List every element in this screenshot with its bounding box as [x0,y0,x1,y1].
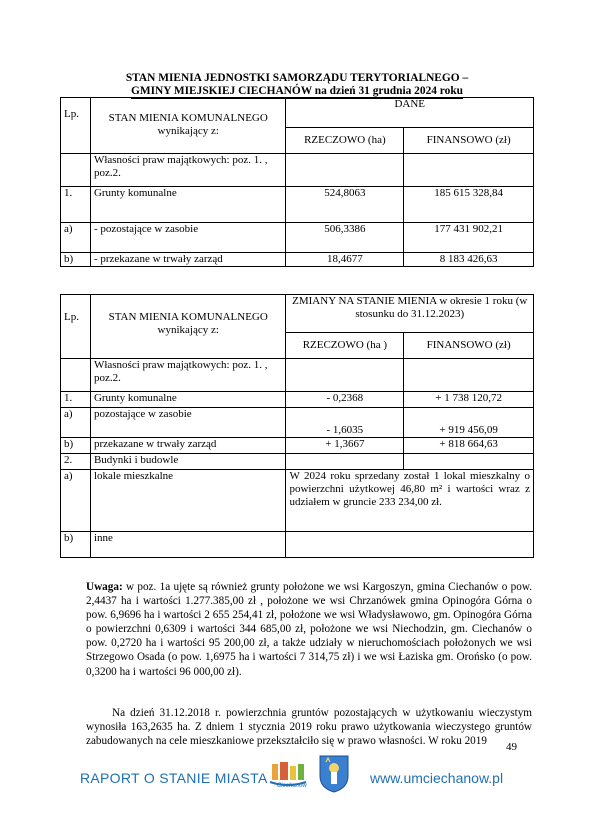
row-label: przekazane w trwały zarząd [90,438,286,454]
table-row [61,154,534,187]
row-lp: a) [61,223,91,253]
row-label: - przekazane w trwały zarząd [90,253,286,267]
row-finansowo [404,359,534,392]
row-finansowo: + 1 738 120,72 [404,392,534,408]
body-text: Na dzień 31.12.2018 r. powierzchnia gruntów pozostających w użytkowaniu wieczystym wynosiła 163,2635 ha. Z dniem 1 stycznia 2019 roku prawo użytkowania wieczystego gruntów zabudowanych na cele mieszkaniowe przekształciło się w prawo własności. W roku 2019 [86,707,532,748]
footer-website: www.umciechanow.pl [370,770,504,786]
row-finansowo [404,454,534,470]
row-lp [61,154,91,187]
row-finansowo [404,154,534,187]
row-finansowo: 185 615 328,84 [404,187,534,223]
row-lp: 2. [61,454,91,470]
row-label: pozostające w zasobie [90,408,286,438]
table-row [61,223,534,253]
table-row [61,392,534,408]
header-rzeczowo: RZECZOWO (ha) [286,128,404,154]
note-text: w poz. 1a ujęte są również grunty położone we wsi Kargoszyn, gmina Ciechanów o pow. 2,4437 ha i wartości 1.277.385,00 zł , położone we wsi Chrzanówek gmina Opinogóra Górna o pow. 6,9696 ha i wartości 2 655 254,41 zł, położone we wsi Władysławowo, gm. Opinogóra Górna o powierzchni 0,6309 i wartości 344 685,00 zł, położone we wsi Niechodzin, gm. Ciechanów o pow. 0,2720 ha i wartości 95 200,00 zł, a także udziały w nieruchomościach położonych we wsi Strzegowo Osada (o pow. 1,6975 ha i wartości 7 314,75 zł) i we wsi Łaziska gm. Orońsko (o pow. 0,3200 ha i wartości 96 000,00 zł). [86,581,532,678]
row-lp [61,359,91,392]
row-label: Własności praw majątkowych: poz. 1. , poz.2. [90,359,286,392]
row-label: Grunty komunalne [90,392,286,408]
row-rzeczowo: + 1,3667 [286,438,404,454]
body-paragraph [86,706,532,748]
row-rzeczowo: 506,3386 [286,223,404,253]
row-rzeczowo [286,154,404,187]
table-row [61,532,534,558]
row-lp: b) [61,438,91,454]
row-label: - pozostające w zasobie [90,223,286,253]
table-row [61,438,534,454]
table-row [61,454,534,470]
header-rzeczowo: RZECZOWO (ha ) [286,333,404,359]
title-line-1: STAN MIENIA JEDNOSTKI SAMORZĄDU TERYTORIALNEGO – [125,72,469,84]
row-label: Własności praw majątkowych: poz. 1. , poz.2. [90,154,286,187]
row-finansowo: 177 431 902,21 [404,223,534,253]
logo-text: Ciechanów [277,783,307,789]
row-rzeczowo: 524,8063 [286,187,404,223]
row-rzeczowo: 18,4677 [286,253,404,267]
title-line-2: GMINY MIEJSKIEJ CIECHANÓW na dzień 31 grudnia 2024 roku [130,85,464,97]
row-finansowo: + 818 664,63 [404,438,534,454]
header-finansowo: FINANSOWO (zł) [404,128,534,154]
page-number: 49 [506,741,517,753]
row-lp: 1. [61,392,91,408]
table-row [61,470,534,532]
header-source: STAN MIENIA KOMUNALNEGO wynikający z: [90,98,286,154]
row-merged-note [286,532,534,558]
footer-report-title: RAPORT O STANIE MIASTA [80,770,268,786]
row-lp: a) [61,408,91,438]
note-label: Uwaga: [86,581,123,593]
row-rzeczowo: - 1,6035 [286,408,404,438]
table-row [61,359,534,392]
row-merged-note: W 2024 roku sprzedany został 1 lokal mieszkalny o powierzchni użytkowej 46,80 m² i wartości wraz z udziałem w gruncie 233 234,00 zł. [286,470,534,532]
note-paragraph [86,580,532,679]
row-rzeczowo [286,454,404,470]
document-title [60,72,534,99]
row-label: lokale mieszkalne [90,470,286,532]
row-lp: 1. [61,187,91,223]
row-rzeczowo [286,359,404,392]
row-finansowo: 8 183 426,63 [404,253,534,267]
row-lp: b) [61,253,91,267]
row-label: inne [90,532,286,558]
table-row [61,253,534,267]
row-label: Budynki i budowle [90,454,286,470]
table-row [61,187,534,223]
header-lp: Lp. [61,295,91,359]
row-lp: b) [61,532,91,558]
row-rzeczowo: - 0,2368 [286,392,404,408]
coat-of-arms-icon [318,754,350,794]
table-row [61,408,534,438]
header-source: STAN MIENIA KOMUNALNEGO wynikający z: [90,295,286,359]
row-finansowo: + 919 456,09 [404,408,534,438]
property-changes-table [60,294,534,558]
header-lp: Lp. [61,98,91,154]
row-lp: a) [61,470,91,532]
header-data: DANE [286,98,534,128]
property-state-table [60,97,534,267]
header-finansowo: FINANSOWO (zł) [404,333,534,359]
row-label: Grunty komunalne [90,187,286,223]
header-changes: ZMIANY NA STANIE MIENIA w okresie 1 roku (w stosunku do 31.12.2023) [286,295,534,333]
